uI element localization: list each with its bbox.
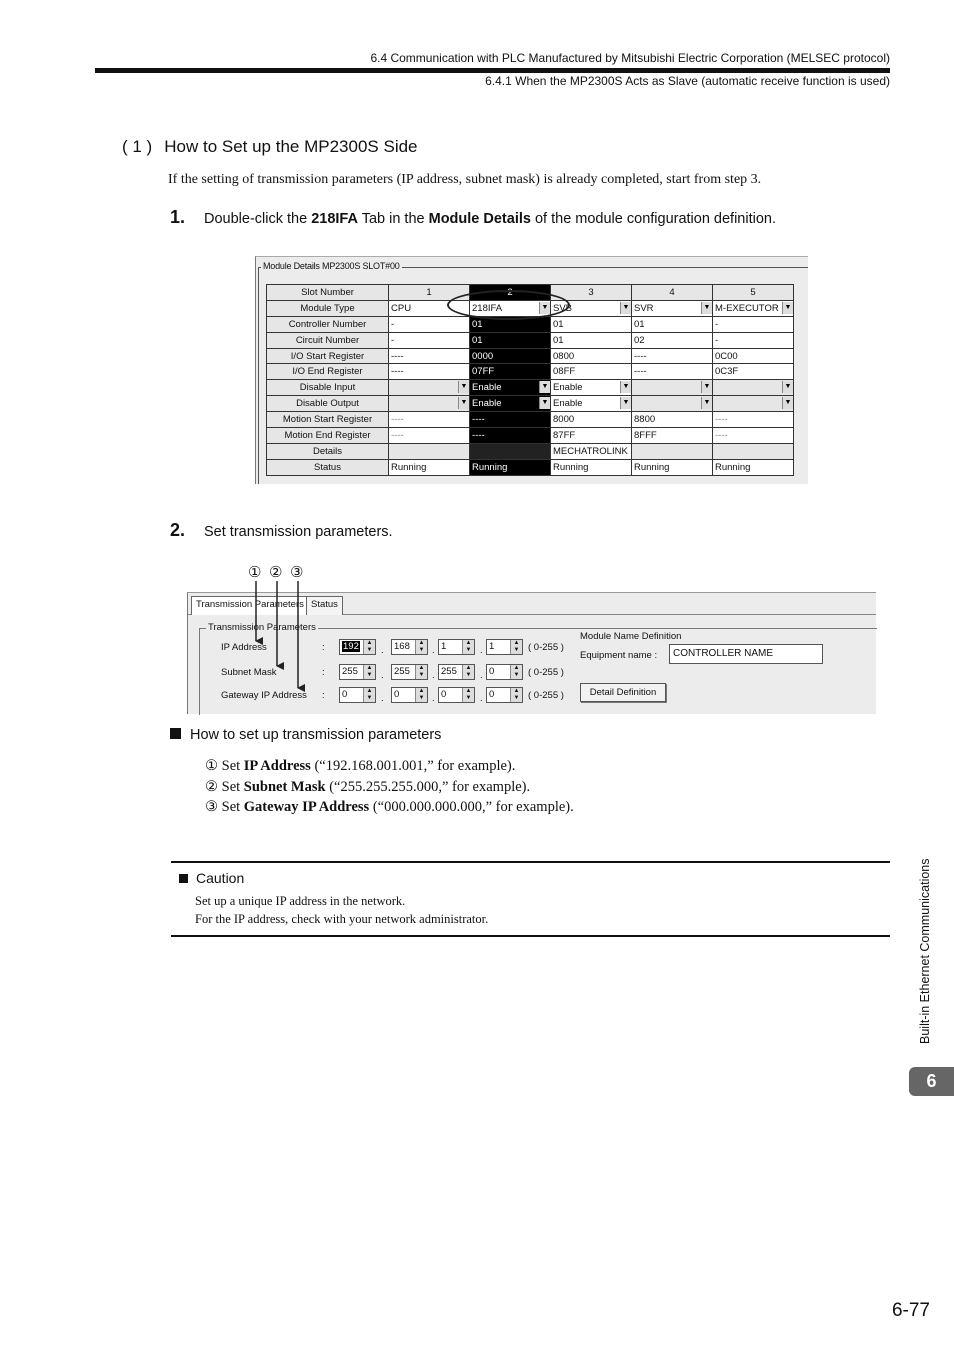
module-name-definition-label: Module Name Definition [580,631,682,642]
colon: : [322,667,325,678]
tab-transmission-parameters[interactable]: Transmission Parameters [191,596,309,615]
step-2-text: Set transmission parameters. [204,524,393,540]
dropdown-arrow-icon[interactable]: ▼ [701,397,712,409]
chapter-tab: 6 [909,1067,954,1096]
table-cell: ---- [389,364,470,380]
gateway-ip-label: Gateway IP Address [221,690,307,701]
dropdown-arrow-icon[interactable]: ▼ [458,381,469,393]
row-header: Disable Output [267,396,389,412]
table-cell: - [713,332,794,348]
gateway-range-hint: ( 0-255 ) [528,690,564,701]
disable-output-select[interactable]: Enable ▼ [470,396,551,412]
table-cell: 0000 [470,348,551,364]
slot-column-3[interactable]: 3 [551,285,632,301]
equipment-name-label: Equipment name : [580,650,658,661]
dropdown-arrow-icon[interactable]: ▼ [782,302,793,314]
table-cell: 01 [470,332,551,348]
dropdown-arrow-icon[interactable]: ▼ [620,397,631,409]
module-type-cell[interactable]: SVR ▼ [632,300,713,316]
step-1-number: 1. [170,207,186,227]
dropdown-arrow-icon[interactable]: ▼ [539,381,550,393]
row-header: I/O End Register [267,364,389,380]
subnet-octet-4-input[interactable]: 0 ▲ ▼ [486,664,523,680]
dropdown-arrow-icon[interactable]: ▼ [782,381,793,393]
table-cell: 01 [551,332,632,348]
octet-separator: . [432,693,435,704]
subnet-octet-3-input[interactable]: 255 ▲ ▼ [438,664,475,680]
module-details-frame-title: Module Details MP2300S SLOT#00 [263,261,400,271]
table-cell: 07FF [470,364,551,380]
callout-2: ② [269,564,283,581]
table-cell: 01 [551,316,632,332]
caution-top-rule [171,861,890,863]
table-cell: 87FF [551,428,632,444]
row-header: Slot Number [267,285,389,301]
table-cell: ---- [389,348,470,364]
square-bullet-icon [179,874,188,883]
ip-address-label: IP Address [221,642,267,653]
row-header: Details [267,443,389,459]
tab-status[interactable]: Status [306,596,343,615]
dropdown-arrow-icon[interactable]: ▼ [782,397,793,409]
dropdown-arrow-icon[interactable]: ▼ [701,302,712,314]
square-bullet-icon [170,728,181,739]
row-header: Disable Input [267,380,389,396]
gateway-octet-1-input[interactable]: 0 ▲ ▼ [339,687,376,703]
octet-separator: . [381,670,384,681]
step-1-text: Double-click the 218IFA Tab in the Module Details of the module configuration definition. [204,211,777,227]
slot-column-1[interactable]: 1 [389,285,470,301]
ip-octet-3-input[interactable]: 1 ▲ ▼ [438,639,475,655]
octet-separator: . [432,670,435,681]
status-cell: Running [551,459,632,475]
dropdown-arrow-icon[interactable]: ▼ [539,397,550,409]
octet-separator: . [480,693,483,704]
disable-output-select[interactable]: Enable ▼ [551,396,632,412]
callout-1: ① [248,564,262,581]
table-cell: 08FF [551,364,632,380]
running-header-subsection: 6.4.1 When the MP2300S Acts as Slave (automatic receive function is used) [485,74,890,88]
table-cell: ---- [470,428,551,444]
howto-item-3: ③ Set Gateway IP Address (“000.000.000.000,” for example). [205,799,574,815]
table-cell: 8FFF [632,428,713,444]
spin-arrows-icon[interactable]: ▲ ▼ [462,640,474,654]
subnet-range-hint: ( 0-255 ) [528,667,564,678]
section-number: ( 1 ) [122,137,153,156]
howto-item-2: ② Set Subnet Mask (“255.255.255.000,” for example). [205,779,531,795]
disable-input-select[interactable]: Enable ▼ [551,380,632,396]
table-cell: - [389,332,470,348]
howto-item-1: ① Set IP Address (“192.168.001.001,” for example). [205,758,516,774]
table-cell: 8000 [551,412,632,428]
row-header: Circuit Number [267,332,389,348]
spin-arrows-icon[interactable]: ▲ ▼ [363,665,375,679]
equipment-name-input[interactable]: CONTROLLER NAME [669,644,823,664]
spin-arrows-icon[interactable]: ▲ ▼ [510,688,522,702]
slot-column-5[interactable]: 5 [713,285,794,301]
table-cell: 8800 [632,412,713,428]
dropdown-arrow-icon[interactable]: ▼ [458,397,469,409]
table-cell: 01 [632,316,713,332]
spin-arrows-icon[interactable]: ▲ ▼ [415,665,427,679]
spin-arrows-icon[interactable]: ▲ ▼ [363,640,375,654]
module-type-cell[interactable]: M-EXECUTOR ▼ [713,300,794,316]
side-chapter-label: Built-in Ethernet Communications [918,858,932,1044]
table-cell: ---- [632,364,713,380]
running-header-section: 6.4 Communication with PLC Manufactured by Mitsubishi Electric Corporation (MELSEC protocol) [370,51,890,65]
page-number: 6-77 [891,1300,930,1321]
gateway-octet-4-input[interactable]: 0 ▲ ▼ [486,687,523,703]
detail-definition-button[interactable]: Detail Definition [580,683,666,702]
spin-arrows-icon[interactable]: ▲ ▼ [462,688,474,702]
table-cell: - [713,316,794,332]
caution-line-1: Set up a unique IP address in the network. [195,894,406,908]
caution-title: Caution [179,870,244,886]
table-cell: 02 [632,332,713,348]
dropdown-arrow-icon[interactable]: ▼ [620,381,631,393]
row-header: Motion End Register [267,428,389,444]
module-type-218ifa-cell[interactable]: 218IFA ▼ [470,300,551,316]
colon: : [322,642,325,653]
status-cell: Running [632,459,713,475]
step-2-number: 2. [170,520,186,540]
table-cell: 0C00 [713,348,794,364]
table-cell: 01 [470,316,551,332]
table-cell: ---- [632,348,713,364]
module-type-cell[interactable]: CPU [389,300,470,316]
callout-3: ③ [290,564,304,581]
table-cell: ---- [470,412,551,428]
spin-arrows-icon[interactable]: ▲ ▼ [510,640,522,654]
status-cell: Running [470,459,551,475]
spin-arrows-icon[interactable]: ▲ ▼ [510,665,522,679]
octet-separator: . [480,645,483,656]
howto-heading: How to set up transmission parameters [170,727,441,743]
table-cell: 0800 [551,348,632,364]
slot-column-2[interactable]: 2 [470,285,551,301]
table-cell: ---- [713,428,794,444]
row-header: I/O Start Register [267,348,389,364]
ip-range-hint: ( 0-255 ) [528,642,564,653]
table-cell: 0C3F [713,364,794,380]
subnet-octet-1-input[interactable]: 255 ▲ ▼ [339,664,376,680]
dropdown-arrow-icon[interactable]: ▼ [539,302,550,314]
intro-paragraph: If the setting of transmission parameters (IP address, subnet mask) is already completed, start from step 3. [168,172,762,187]
subnet-mask-label: Subnet Mask [221,667,277,678]
octet-separator: . [432,645,435,656]
gateway-octet-2-input[interactable]: 0 ▲ ▼ [391,687,428,703]
module-type-cell[interactable]: SVB ▼ [551,300,632,316]
row-header: Controller Number [267,316,389,332]
details-cell[interactable]: MECHATROLINK [551,443,632,459]
dropdown-arrow-icon[interactable]: ▼ [620,302,631,314]
ip-octet-4-input[interactable]: 1 ▲ ▼ [486,639,523,655]
slot-column-4[interactable]: 4 [632,285,713,301]
spin-arrows-icon[interactable]: ▲ ▼ [415,688,427,702]
table-cell: - [389,316,470,332]
colon: : [322,690,325,701]
spin-arrows-icon[interactable]: ▲ ▼ [462,665,474,679]
ip-octet-2-input[interactable]: 168 ▲ ▼ [391,639,428,655]
octet-separator: . [381,693,384,704]
octet-separator: . [480,670,483,681]
status-cell: Running [713,459,794,475]
row-header: Module Type [267,300,389,316]
caution-line-2: For the IP address, check with your network administrator. [195,912,489,926]
section-title-text: How to Set up the MP2300S Side [164,137,418,156]
gateway-octet-3-input[interactable]: 0 ▲ ▼ [438,687,475,703]
table-cell: ---- [389,412,470,428]
disable-input-select[interactable]: Enable ▼ [470,380,551,396]
row-header: Motion Start Register [267,412,389,428]
table-cell: ---- [389,428,470,444]
caution-bottom-rule [171,935,890,937]
dropdown-arrow-icon[interactable]: ▼ [701,381,712,393]
spin-arrows-icon[interactable]: ▲ ▼ [415,640,427,654]
table-cell: ---- [713,412,794,428]
subnet-octet-2-input[interactable]: 255 ▲ ▼ [391,664,428,680]
group-title: Transmission Parameters [208,622,316,633]
row-header: Status [267,459,389,475]
ip-octet-1-input[interactable]: 192 ▲ ▼ [339,639,376,655]
spin-arrows-icon[interactable]: ▲ ▼ [363,688,375,702]
octet-separator: . [381,645,384,656]
status-cell: Running [389,459,470,475]
